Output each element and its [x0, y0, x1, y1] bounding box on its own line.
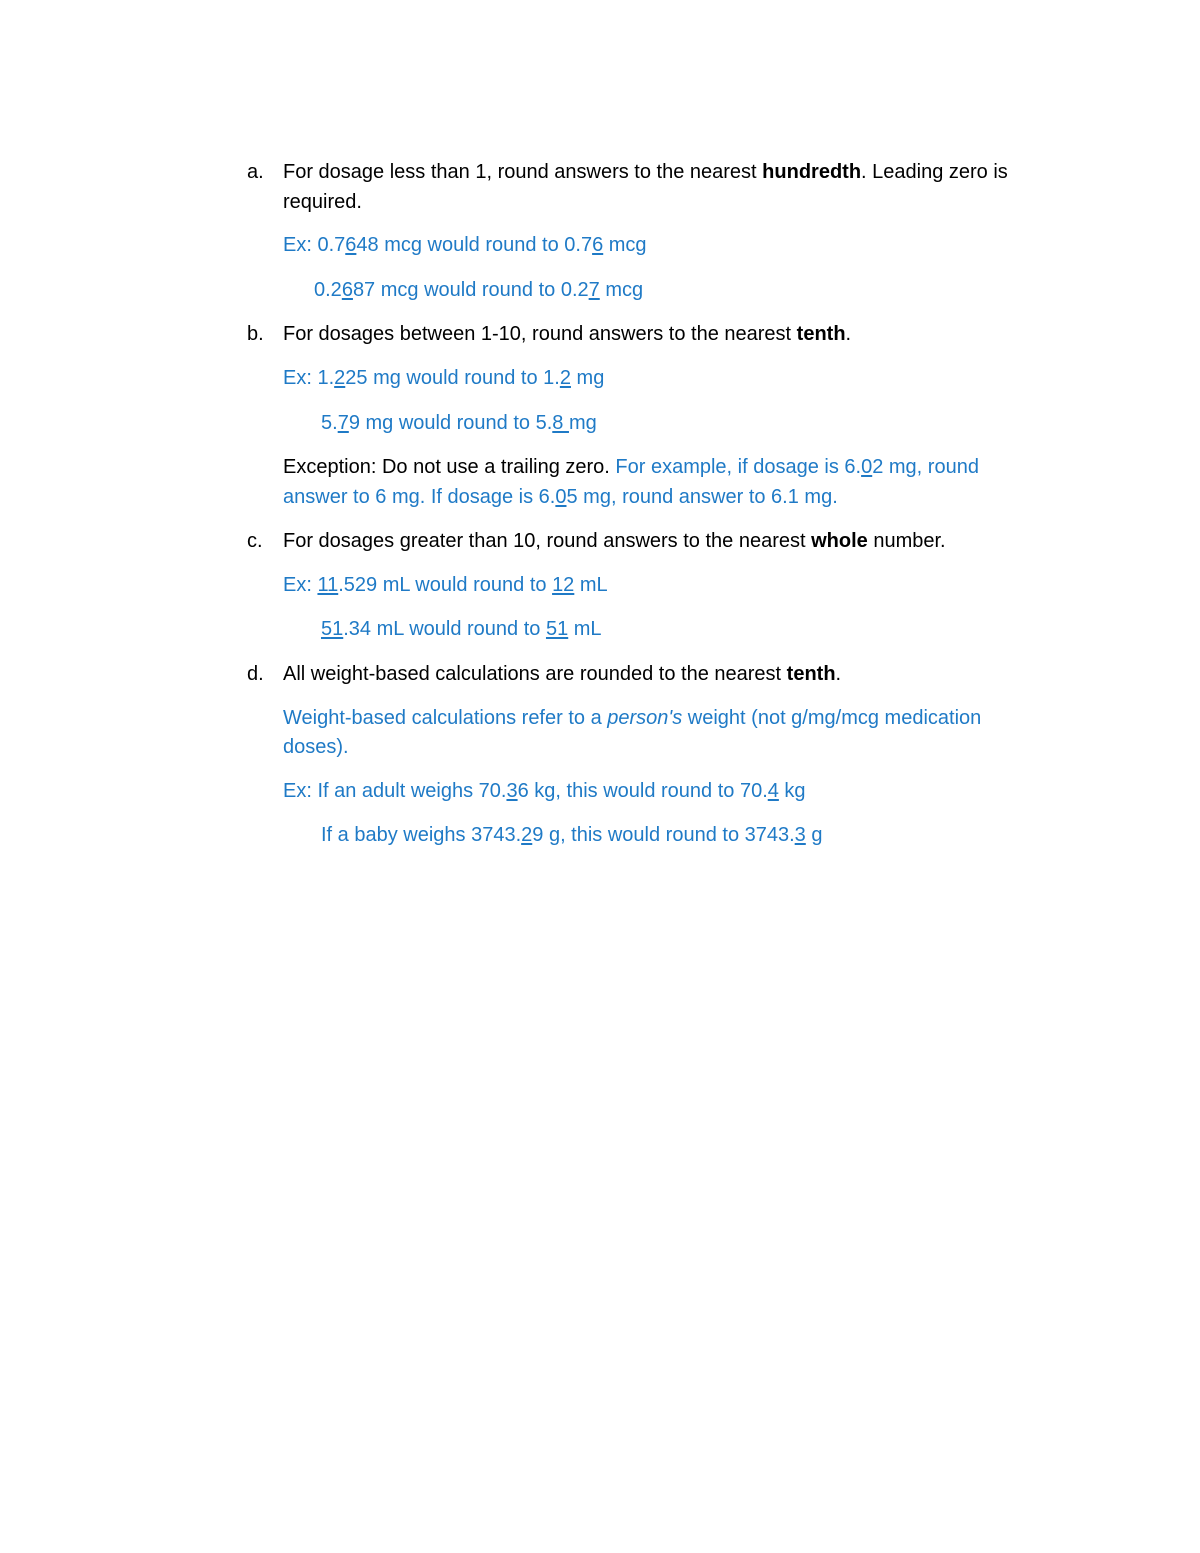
example-d-1: Ex: If an adult weighs 70.36 kg, this would round to 70.4 kg	[283, 780, 806, 802]
rule-a-bold: hundredth	[762, 161, 862, 183]
list-marker-d: d.	[247, 663, 264, 685]
example-b-1: Ex: 1.225 mg would round to 1.2 mg	[283, 367, 605, 389]
example-c-1: Ex: 11.529 mL would round to 12 mL	[283, 574, 608, 596]
list-marker-c: c.	[247, 530, 263, 552]
rule-a-prefix: For dosage less than 1, round answers to the nearest	[283, 161, 763, 183]
example-b-2: 5.79 mg would round to 5.8 mg	[321, 412, 597, 434]
rule-a-wrap: required.	[283, 191, 362, 213]
rule-b: For dosages between 1-10, round answers to the nearest tenth.	[283, 323, 852, 345]
list-marker-b: b.	[247, 323, 264, 345]
exception-b-wrap: answer to 6 mg. If dosage is 6.05 mg, round answer to 6.1 mg.	[283, 486, 838, 508]
example-a-2: 0.2687 mcg would round to 0.27 mcg	[314, 279, 644, 301]
example-a-1: Ex: 0.7648 mcg would round to 0.76 mcg	[283, 234, 647, 256]
list-marker-a: a.	[247, 161, 264, 183]
rule-a	[283, 158, 1008, 186]
note-d-wrap: doses).	[283, 736, 349, 758]
rule-c: For dosages greater than 10, round answers to the nearest whole number.	[283, 530, 946, 552]
example-c-2: 51.34 mL would round to 51 mL	[321, 618, 602, 640]
exception-b: Exception: Do not use a trailing zero. For example, if dosage is 6.02 mg, round	[283, 456, 979, 478]
rule-d: All weight-based calculations are rounded to the nearest tenth.	[283, 663, 842, 685]
example-d-2: If a baby weighs 3743.29 g, this would round to 3743.3 g	[321, 824, 823, 846]
note-d: Weight-based calculations refer to a person's weight (not g/mg/mcg medication	[283, 707, 982, 729]
rule-a-suffix: . Leading zero is	[861, 161, 1008, 183]
